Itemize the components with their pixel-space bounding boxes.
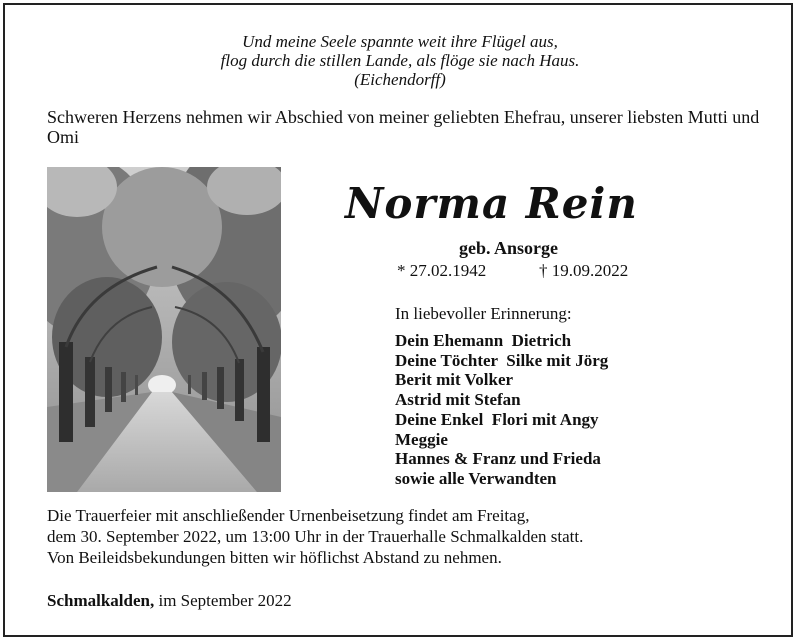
service-line-3: Von Beileidsbekundungen bitten wir höflichst Abstand zu nehmen.: [47, 548, 502, 567]
family-line: Dein Ehemann Dietrich: [395, 331, 572, 350]
place-city: Schmalkalden,: [47, 591, 155, 610]
death-date: † 19.09.2022: [539, 261, 629, 280]
deceased-name: Norma Rein: [345, 179, 638, 228]
memory-heading: In liebevoller Erinnerung:: [395, 304, 572, 323]
birth-date: * 27.02.1942: [397, 261, 487, 280]
service-info: [47, 505, 767, 568]
poem: [0, 32, 800, 89]
tree-alley-photo: [47, 167, 281, 492]
family-line: Meggie: [395, 429, 448, 449]
service-line-2: dem 30. September 2022, um 13:00 Uhr in der Trauerhalle Schmalkalden statt.: [47, 527, 584, 546]
maiden-name: geb. Ansorge: [459, 238, 558, 258]
place-date: [47, 591, 292, 611]
service-line-1: Die Trauerfeier mit anschließender Urnenbeisetzung findet am Freitag,: [47, 506, 530, 525]
family-line: sowie alle Verwandten: [395, 468, 557, 488]
poem-line-2: flog durch die stillen Lande, als flöge sie nach Haus.: [220, 51, 580, 70]
family-line: Hannes & Franz und Frieda: [395, 449, 601, 469]
poem-line-1: Und meine Seele spannte weit ihre Flügel aus,: [242, 32, 558, 51]
family-line: Deine Töchter Silke mit Jörg: [395, 350, 609, 370]
place-month: im September 2022: [154, 591, 292, 610]
family-line: Astrid mit Stefan: [395, 390, 521, 410]
poem-author: (Eichendorff): [354, 70, 446, 89]
intro-text: Schweren Herzens nehmen wir Abschied von meiner geliebten Ehefrau, unserer liebsten Mutti und Omi: [47, 107, 760, 147]
family-list: [395, 331, 608, 489]
family-line: Deine Enkel Flori mit Angy: [395, 409, 599, 429]
family-line: Berit mit Volker: [395, 370, 514, 390]
